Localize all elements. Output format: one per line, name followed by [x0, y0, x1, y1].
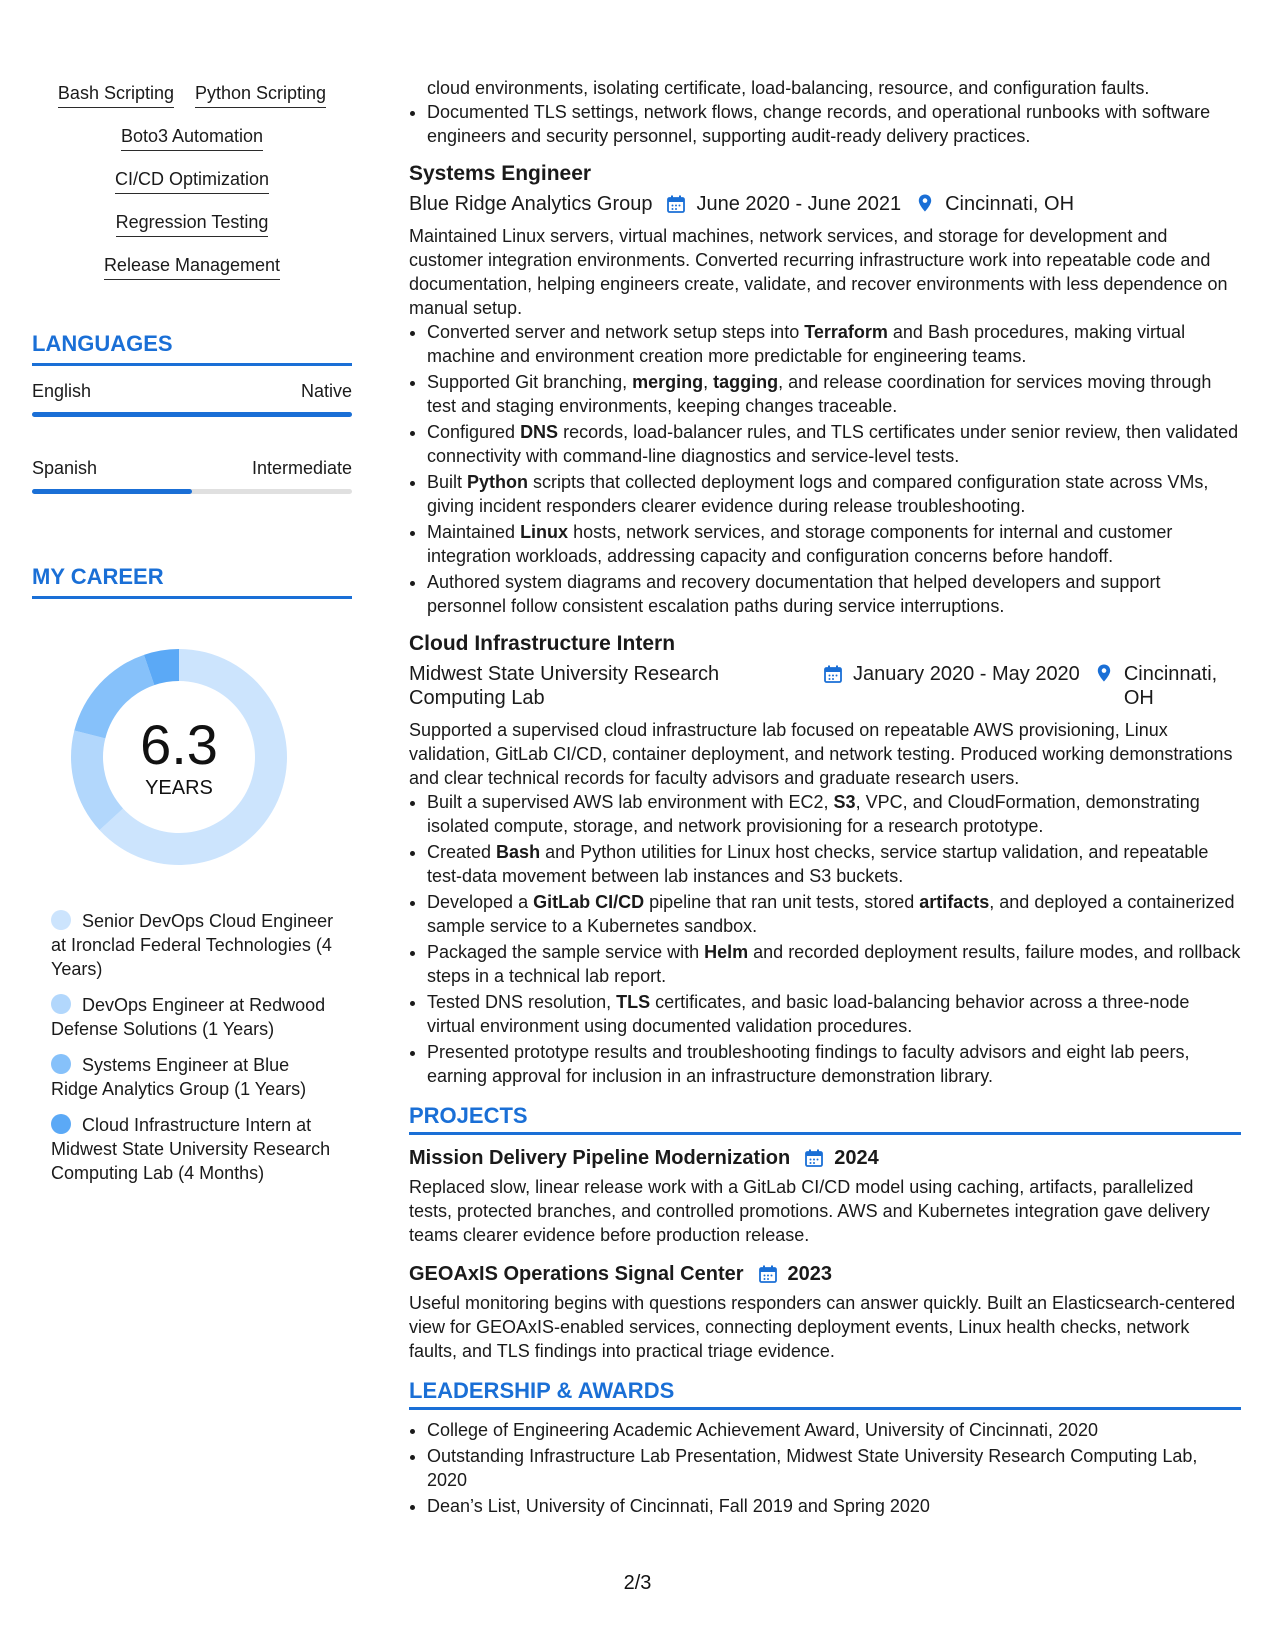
skill-tag: Boto3 Automation	[121, 125, 263, 151]
career-heading: MY CAREER	[32, 564, 352, 599]
previous-job-continuation	[409, 76, 1241, 100]
bullet-item	[427, 470, 1241, 518]
career-total-years: 6.3	[140, 712, 218, 776]
bullet-text-segment: artifacts	[919, 892, 990, 912]
award-item: • Dean’s List, University of Cincinnati, Fall 2019 and Spring 2020	[427, 1494, 1241, 1518]
job-location: Cincinnati, OH	[945, 193, 1075, 215]
bullet-item: • Documented TLS settings, network flows, change records, and operational runbooks with software engineers and security personnel, supporting audit-ready delivery practices.	[427, 100, 1241, 148]
language-level: Intermediate	[251, 458, 352, 478]
projects-heading: PROJECTS	[409, 1104, 1241, 1135]
bullet-item	[427, 940, 1241, 988]
language-item	[32, 380, 352, 417]
skill-row	[32, 211, 352, 237]
bullet-text-segment: Linux	[520, 522, 569, 542]
career-total-unit: YEARS	[145, 776, 213, 799]
career-legend-label: Senior DevOps Cloud Engineer at Ironclad Federal Technologies (4 Years)	[51, 911, 334, 979]
job-meta	[409, 662, 1241, 710]
award-item: • College of Engineering Academic Achievement Award, University of Cincinnati, 2020	[427, 1418, 1241, 1442]
career-legend-item	[51, 993, 341, 1041]
bullet-text-segment: Built	[427, 472, 468, 492]
bullet-text-segment: Maintained	[427, 522, 521, 542]
bullet-text-segment: pipeline that ran unit tests, stored	[644, 892, 920, 912]
career-legend-label: Systems Engineer at Blue Ridge Analytics Group (1 Years)	[51, 1055, 307, 1099]
job-bullets	[409, 790, 1241, 1088]
job-entry	[409, 630, 1241, 1088]
bullet-item	[427, 320, 1241, 368]
career-legend-item	[51, 909, 341, 981]
job-company: Blue Ridge Analytics Group	[409, 193, 653, 215]
job-title: Cloud Infrastructure Intern	[409, 632, 676, 655]
skill-tag: Python Scripting	[195, 82, 326, 108]
bullet-text-segment: Converted server and network setup steps into	[427, 322, 805, 342]
legend-dot-icon	[51, 994, 71, 1014]
bullet-text-segment: Authored system diagrams and recovery documentation that helped developers and support personnel follow consistent escalation paths during service interruptions.	[427, 572, 1161, 616]
calendar-icon	[823, 664, 843, 684]
bullet-item	[427, 370, 1241, 418]
bullet-text-segment: Terraform	[804, 322, 888, 342]
bullet-text-segment: , and deployed a containerized sample service to a Kubernetes sandbox.	[427, 892, 1235, 936]
calendar-icon	[666, 194, 686, 214]
bullet-item	[427, 520, 1241, 568]
job-bullets	[409, 320, 1241, 618]
languages-list	[32, 380, 352, 494]
right-column	[409, 76, 1241, 1520]
project-description: Useful monitoring begins with questions responders can answer quickly. Built an Elasticsearch-centered view for GEOAxIS-enabled services, connecting deployment events, Linux health checks, network faults, and TLS findings into practical triage evidence.	[409, 1293, 1236, 1361]
job-location-group	[901, 192, 1074, 216]
language-item	[32, 457, 352, 494]
bullet-text-segment: Configured	[427, 422, 521, 442]
location-pin-icon	[915, 193, 935, 213]
job-meta	[409, 192, 1241, 216]
skill-row	[32, 82, 352, 108]
language-level: Native	[300, 381, 352, 401]
language-name: Spanish	[32, 458, 98, 478]
project-year: 2024	[834, 1147, 879, 1169]
bullet-text-segment: S3	[833, 792, 856, 812]
bullet-item	[427, 840, 1241, 888]
job-description: Supported a supervised cloud infrastructure lab focused on repeatable AWS provisioning, Linux validation, GitLab CI/CD, container deployment, and network testing. Produced working demonstrations and clear technical records for faculty advisors and graduate research users.	[409, 720, 1233, 788]
job-dates: January 2020 - May 2020	[853, 663, 1080, 685]
bullet-item	[427, 890, 1241, 938]
career-legend-item	[51, 1113, 341, 1185]
bullet-text-segment: Built a supervised AWS lab environment with EC2,	[427, 792, 834, 812]
bullet-text-segment: ,	[703, 372, 714, 392]
project-name: Mission Delivery Pipeline Modernization	[409, 1147, 791, 1169]
bullet-item	[427, 990, 1241, 1038]
project-name: GEOAxIS Operations Signal Center	[409, 1263, 744, 1285]
skill-tag: Regression Testing	[116, 211, 269, 237]
page-number: 2/3	[623, 1572, 652, 1594]
location-pin-icon	[1094, 663, 1114, 683]
bullet-item	[427, 1040, 1241, 1088]
bullet-text-segment: scripts that collected deployment logs and compared configuration state across VMs, giving incident responders clearer evidence during release troubleshooting.	[427, 472, 1209, 516]
continued-bullet-text: cloud environments, isolating certificate, load-balancing, resource, and configuration faults.	[427, 78, 1150, 98]
leadership-heading: LEADERSHIP & AWARDS	[409, 1379, 1241, 1410]
career-donut-chart	[63, 641, 295, 873]
skills-list	[32, 82, 352, 280]
job-location: Cincinnati, OH	[1123, 663, 1218, 709]
bullet-text-segment: merging	[632, 372, 704, 392]
job-location-group	[1080, 662, 1228, 710]
bullet-text-segment: , VPC, and CloudFormation, demonstrating isolated compute, storage, and network provisioning for a research prototype.	[427, 792, 1200, 836]
career-legend	[32, 909, 341, 1185]
award-item: • Outstanding Infrastructure Lab Presentation, Midwest State University Research Computing Lab, 2020	[427, 1444, 1241, 1492]
bullet-text-segment: and Bash procedures, making virtual machine and environment creation more predictable for engineering teams.	[427, 322, 1186, 366]
skill-row	[32, 125, 352, 151]
bullet-text-segment: DNS	[520, 422, 559, 442]
skill-tag: CI/CD Optimization	[115, 168, 269, 194]
bullet-text-segment: GitLab CI/CD	[533, 892, 645, 912]
languages-heading: LANGUAGES	[32, 331, 352, 366]
bullet-text-segment: Presented prototype results and troubleshooting findings to faculty advisors and eight lab peers, earning approval for inclusion in an infrastructure demonstration library.	[427, 1042, 1190, 1086]
bullet-text-segment: Python	[467, 472, 529, 492]
left-column	[32, 82, 352, 1197]
legend-dot-icon	[51, 910, 71, 930]
bullet-text-segment: records, load-balancer rules, and TLS certificates under senior review, then validated connectivity with command-line diagnostics and service-level tests.	[427, 422, 1239, 466]
bullet-text-segment: Tested DNS resolution,	[427, 992, 617, 1012]
job-dates-group	[652, 192, 901, 216]
career-legend-label: Cloud Infrastructure Intern at Midwest State University Research Computing Lab (4 Months)	[51, 1115, 331, 1183]
bullet-text-segment: Created	[427, 842, 497, 862]
skill-row	[32, 168, 352, 194]
job-title: Systems Engineer	[409, 162, 592, 185]
language-proficiency-fill	[32, 412, 352, 417]
language-proficiency-fill	[32, 489, 192, 494]
calendar-icon	[758, 1264, 778, 1284]
bullet-text-segment: Helm	[704, 942, 749, 962]
language-name: English	[32, 381, 92, 401]
job-description: Maintained Linux servers, virtual machines, network services, and storage for development and customer integration environments. Converted recurring infrastructure work into repeatable code and documentation, helping engineers create, validate, and recover environments with less dependence on manual setup.	[409, 226, 1228, 318]
calendar-icon	[804, 1148, 824, 1168]
project-item	[409, 1145, 1241, 1247]
bullet-text-segment: certificates, and basic load-balancing behavior across a three-node virtual environment using documented validation procedures.	[427, 992, 1190, 1036]
bullet-text-segment: and recorded deployment results, failure modes, and rollback steps in a technical lab report.	[427, 942, 1241, 986]
bullet-item	[427, 420, 1241, 468]
career-legend-item	[51, 1053, 341, 1101]
language-proficiency-bar	[32, 489, 352, 494]
bullet-text-segment: , and release coordination for services moving through test and staging environments, keeping changes traceable.	[427, 372, 1212, 416]
legend-dot-icon	[51, 1054, 71, 1074]
bullet-text-segment: Supported Git branching,	[427, 372, 633, 392]
career-legend-label: DevOps Engineer at Redwood Defense Solutions (1 Years)	[51, 995, 326, 1039]
skill-row	[32, 254, 352, 280]
bullet-text-segment: Packaged the sample service with	[427, 942, 705, 962]
skill-tag: Bash Scripting	[58, 82, 174, 108]
job-entry	[409, 160, 1241, 618]
bullet-text-segment: Bash	[496, 842, 541, 862]
language-proficiency-bar	[32, 412, 352, 417]
bullet-text-segment: TLS	[616, 992, 651, 1012]
bullet-text-segment: Developed a	[427, 892, 534, 912]
project-year: 2023	[787, 1263, 833, 1285]
job-dates: June 2020 - June 2021	[696, 193, 902, 215]
bullet-item	[427, 570, 1241, 618]
bullet-text-segment: and Python utilities for Linux host checks, service startup validation, and repeatable test-data movement between lab instances and S3 buckets.	[427, 842, 1209, 886]
leadership-list	[409, 1418, 1241, 1518]
project-item	[409, 1261, 1241, 1363]
job-company: Midwest State University Research Computing Lab	[409, 663, 720, 709]
previous-job-bullets	[409, 100, 1241, 148]
bullet-text-segment: tagging	[713, 372, 779, 392]
skill-tag: Release Management	[104, 254, 280, 280]
career-donut-center	[63, 641, 295, 873]
project-description: Replaced slow, linear release work with a GitLab CI/CD model using caching, artifacts, parallelized tests, protected branches, and controlled promotions. AWS and Kubernetes integration gave delivery teams clearer evidence before production release.	[409, 1177, 1210, 1245]
bullet-text-segment: hosts, network services, and storage components for internal and customer integration workloads, addressing capacity and configuration concerns before handoff.	[427, 522, 1173, 566]
legend-dot-icon	[51, 1114, 71, 1134]
bullet-item	[427, 790, 1241, 838]
job-dates-group	[809, 662, 1080, 686]
experience-list	[409, 160, 1241, 1088]
